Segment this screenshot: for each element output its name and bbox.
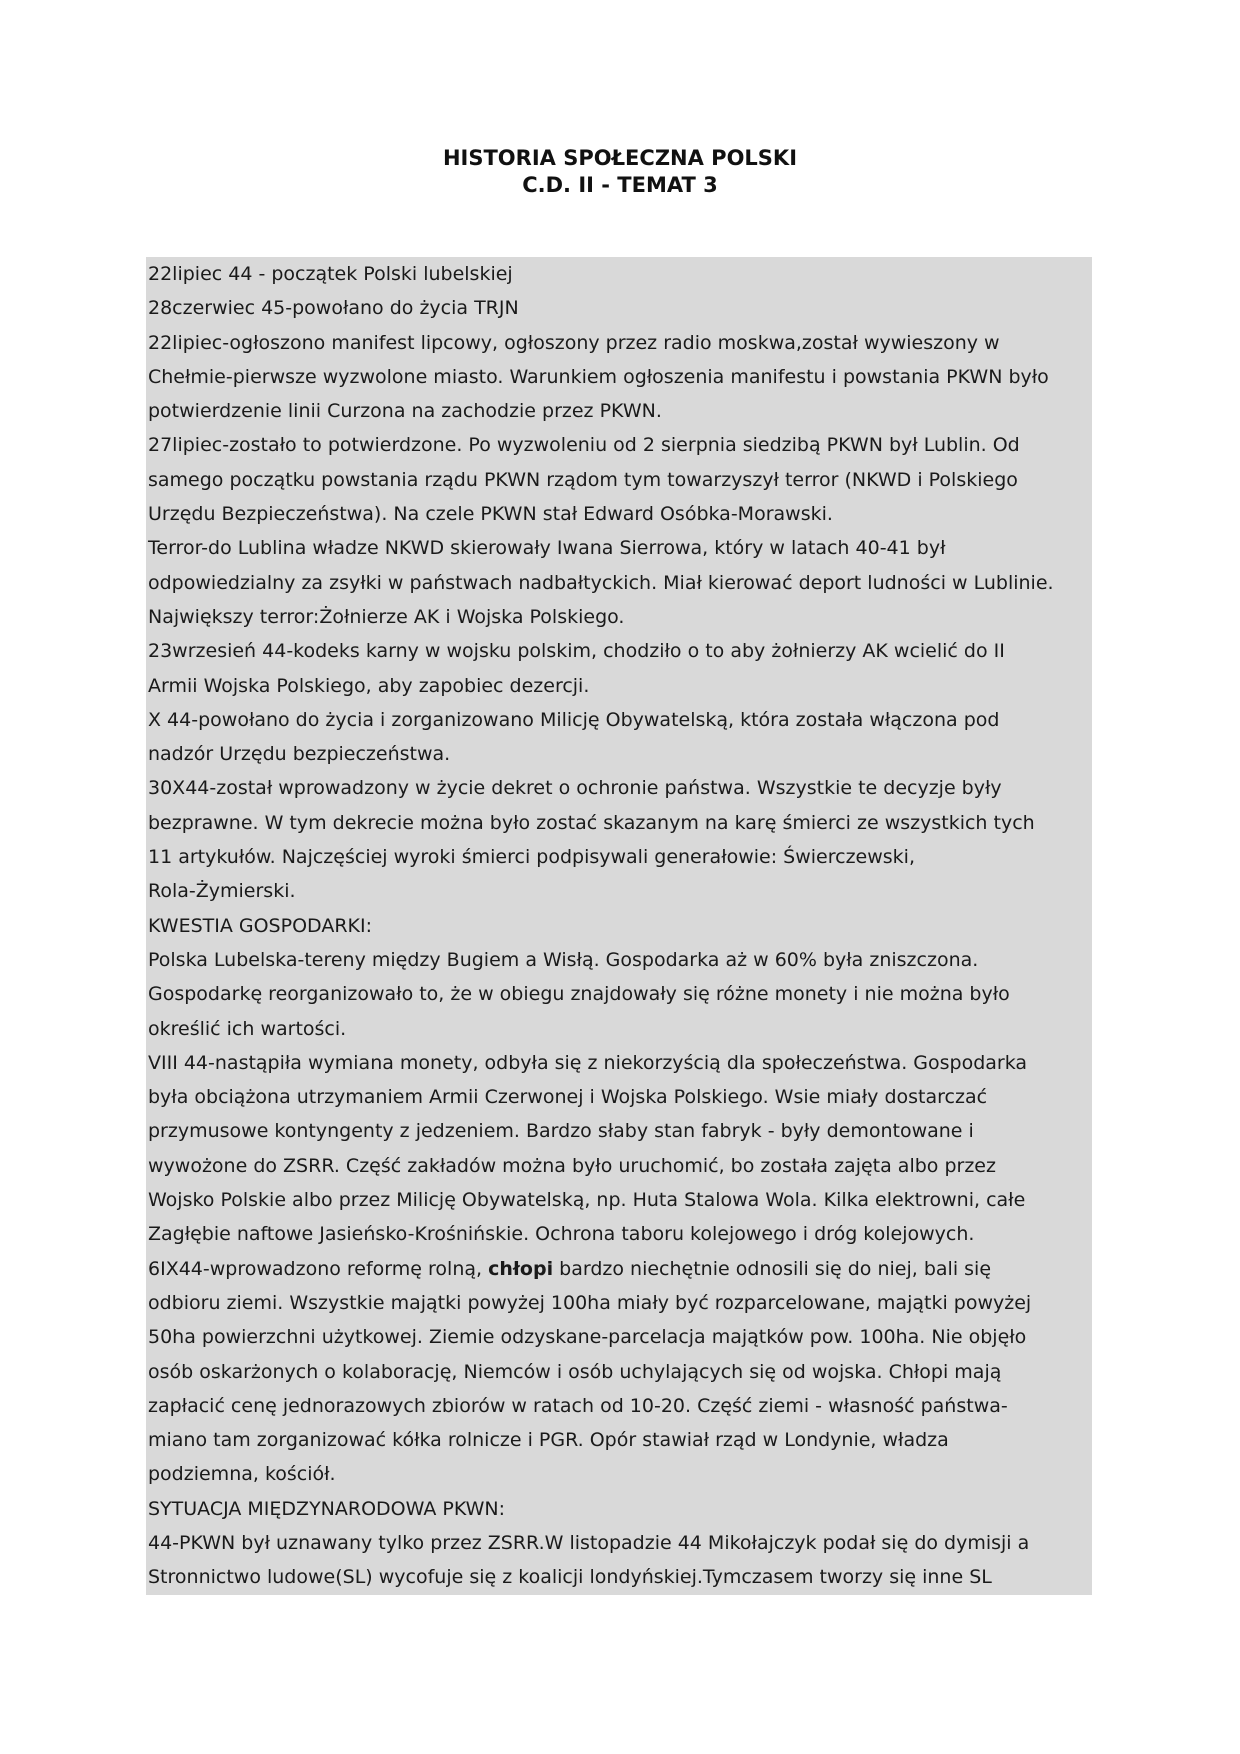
text-line: Gospodarkę reorganizowało to, że w obiegu znajdowały się różne monety i nie można było [148, 983, 1010, 1006]
text-line: Zagłębie naftowe Jasieńsko-Krośnińskie. Ochrona taboru kolejowego i dróg kolejowych. [148, 1223, 975, 1246]
reform-bold-word: chłopi [488, 1257, 554, 1280]
text-line: Chełmie-pierwsze wyzwolone miasto. Warunkiem ogłoszenia manifestu i powstania PKWN było [148, 365, 1049, 388]
text-line: 23wrzesień 44-kodeks karny w wojsku polskim, chodziło o to aby żołnierzy AK wcielić do II [148, 640, 1005, 663]
text-line-reform [148, 1252, 1090, 1286]
text-line: wywożone do ZSRR. Część zakładów można było uruchomić, bo została zajęta albo przez [148, 1154, 996, 1177]
text-line: potwierdzenie linii Curzona na zachodzie przez PKWN. [148, 400, 662, 423]
document-title: HISTORIA SPOŁECZNA POLSKI [442, 146, 798, 170]
section-heading: SYTUACJA MIĘDZYNARODOWA PKWN: [148, 1497, 506, 1520]
text-line: była obciążona utrzymaniem Armii Czerwonej i Wojska Polskiego. Wsie miały dostarczać [148, 1086, 988, 1109]
text-line: odpowiedzialny za zsyłki w państwach nadbałtyckich. Miał kierować deport ludności w Lublinie. [148, 571, 1054, 594]
document-subtitle: C.D. II - TEMAT 3 [522, 173, 718, 197]
text-line: Polska Lubelska-tereny między Bugiem a Wisłą. Gospodarka aż w 60% była zniszczona. [148, 948, 979, 971]
text-line: podziemna, kościół. [148, 1463, 336, 1486]
body-text [146, 257, 1092, 1595]
text-line: Armii Wojska Polskiego, aby zapobiec dezercji. [148, 674, 590, 697]
text-line: Urzędu Bezpieczeństwa). Na czele PKWN stał Edward Osóbka-Morawski. [148, 503, 833, 526]
text-line: 30X44-został wprowadzony w życie dekret o ochronie państwa. Wszystkie te decyzje były [148, 777, 1002, 800]
text-line: Stronnictwo ludowe(SL) wycofuje się z koalicji londyńskiej.Tymczasem tworzy się inne SL [148, 1566, 992, 1589]
text-line: X 44-powołano do życia i zorganizowano Milicję Obywatelską, która została włączona pod [148, 708, 1000, 731]
text-line: przymusowe kontyngenty z jedzeniem. Bardzo słaby stan fabryk - były demontowane i [148, 1120, 974, 1143]
reform-text-after: bardzo niechętnie odnosili się do niej, bali się [553, 1257, 992, 1280]
text-line: 44-PKWN był uznawany tylko przez ZSRR.W listopadzie 44 Mikołajczyk podał się do dymisji a [148, 1531, 1030, 1554]
document-body [146, 257, 1092, 1595]
text-line: 28czerwiec 45-powołano do życia TRJN [148, 297, 519, 320]
text-line: bezprawne. W tym dekrecie można było zostać skazanym na karę śmierci ze wszystkich tych [148, 811, 1035, 834]
text-line: 27lipiec-zostało to potwierdzone. Po wyzwoleniu od 2 sierpnia siedzibą PKWN był Lublin. Od [148, 434, 1020, 457]
text-line: VIII 44-nastąpiła wymiana monety, odbyła się z niekorzyścią dla społeczeństwa. Gospodarka [148, 1051, 1028, 1074]
text-line: miano tam zorganizować kółka rolnicze i PGR. Opór stawiał rząd w Londynie, władza [148, 1429, 949, 1452]
reform-text-before: 6IX44-wprowadzono reformę rolną, [148, 1257, 489, 1280]
text-line: Terror-do Lublina władze NKWD skierowały Iwana Sierrowa, który w latach 40-41 był [148, 537, 946, 560]
text-line: Wojsko Polskie albo przez Milicję Obywatelską, np. Huta Stalowa Wola. Kilka elektrowni, całe [148, 1189, 1026, 1212]
text-line: określić ich wartości. [148, 1017, 347, 1040]
text-line: nadzór Urzędu bezpieczeństwa. [148, 743, 451, 766]
text-line: 50ha powierzchni użytkowej. Ziemie odzyskane-parcelacja majątków pow. 100ha. Nie objęło [148, 1326, 1027, 1349]
text-line: odbioru ziemi. Wszystkie majątki powyżej 100ha miały być rozparcelowane, majątki powyżej [148, 1291, 1032, 1314]
section-heading: KWESTIA GOSPODARKI: [148, 914, 372, 937]
text-line: 22lipiec-ogłoszono manifest lipcowy, ogłoszony przez radio moskwa,został wywieszony w [148, 331, 1000, 354]
text-line: zapłacić cenę jednorazowych zbiorów w ratach od 10-20. Część ziemi - własność państwa- [148, 1394, 1008, 1417]
text-line: Największy terror:Żołnierze AK i Wojska Polskiego. [148, 605, 625, 628]
document-header [0, 145, 1240, 199]
text-line: samego początku powstania rządu PKWN rządom tym towarzyszył terror (NKWD i Polskiego [148, 468, 1018, 491]
text-line: osób oskarżonych o kolaborację, Niemców i osób uchylających się od wojska. Chłopi mają [148, 1360, 1002, 1383]
text-line: Rola-Żymierski. [148, 880, 296, 903]
text-line: 22lipiec 44 - początek Polski lubelskiej [148, 263, 513, 285]
text-line: 11 artykułów. Najczęściej wyroki śmierci podpisywali generałowie: Świerczewski, [148, 846, 916, 869]
